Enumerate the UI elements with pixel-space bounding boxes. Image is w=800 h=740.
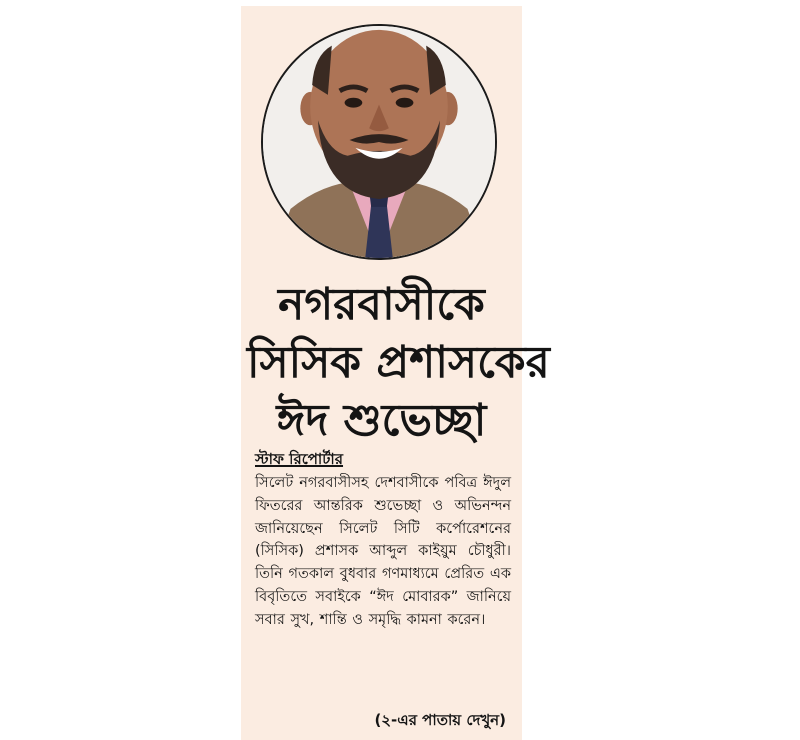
news-column <box>241 6 550 740</box>
byline: স্টাফ রিপোর্টার <box>255 450 344 468</box>
portrait-photo <box>261 24 497 260</box>
headline-line-1: নগরবাসীকে <box>278 279 485 330</box>
left-eye-shape <box>345 98 363 108</box>
article-body: সিলেট নগরবাসীসহ দেশবাসীকে পবিত্র ঈদুল ফিতরের আন্তরিক শুভেচ্ছা ও অভিনন্দন জানিয়েছেন সিলেট সিটি কর্পোরেশনের (সিসিক) প্রশাসক আব্দুল কাইয়ুম চৌধুরী। তিনি গতকাল বুধবার গণমাধ্যমে প্রেরিত এক বিবৃতিতে সবাইকে “ঈদ মোবারক” জানিয়ে সবার সুখ, শান্তি ও সমৃদ্ধি কামনা করেন। <box>255 475 511 628</box>
continuation-note: (২-এর পাতায় দেখুন) <box>374 711 506 729</box>
headline <box>247 276 550 450</box>
right-eye-shape <box>396 98 414 108</box>
headline-line-3: ঈদ শুভেচ্ছা <box>276 395 487 446</box>
headline-line-2: সিসিক প্রশাসকের <box>247 337 550 388</box>
portrait-photo-icon <box>263 26 495 258</box>
